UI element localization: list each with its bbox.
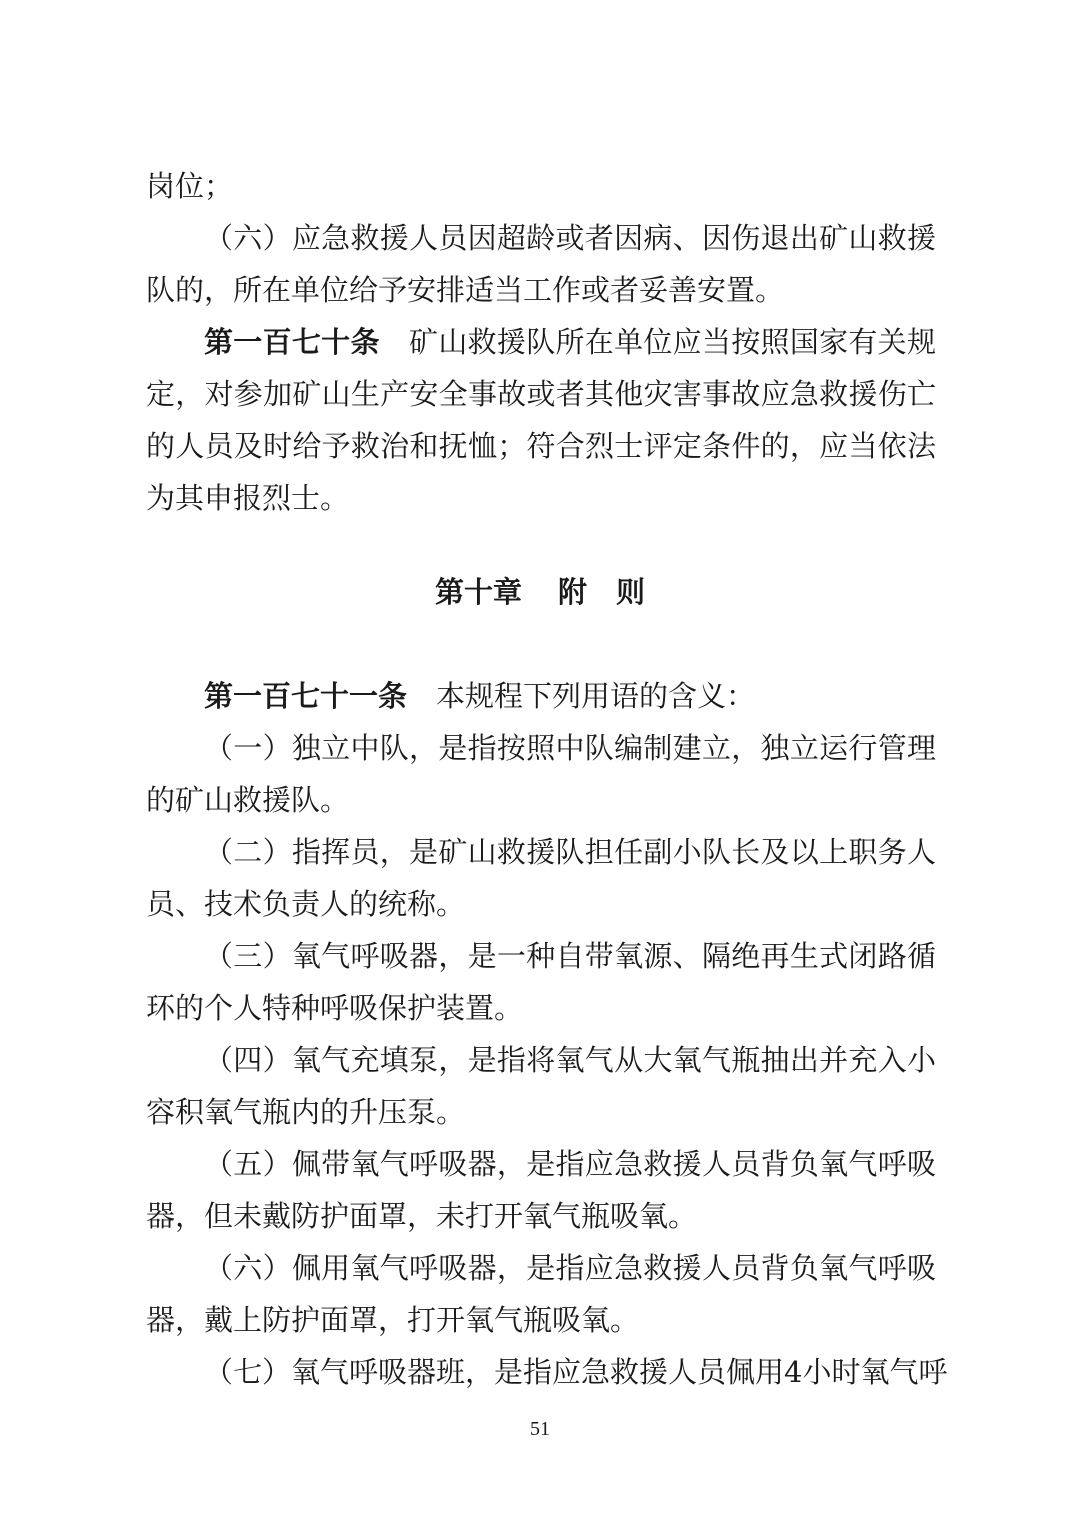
text-line: （三）氧气呼吸器，是一种自带氧源、隔绝再生式闭路循 [204, 939, 936, 973]
text-line: 岗位； [146, 169, 234, 203]
text-line: 环的个人特种呼吸保护装置。 [146, 991, 524, 1025]
text-line: （二）指挥员，是矿山救援队担任副小队长及以上职务人 [204, 835, 936, 869]
text-line: （六）佩用氧气呼吸器，是指应急救援人员背负氧气呼吸 [204, 1251, 936, 1285]
chapter-number: 第十章 [434, 575, 522, 609]
article-170-first-line [204, 322, 936, 362]
article-heading: 第一百七十一条 [204, 679, 408, 713]
text-line: 定，对参加矿山生产安全事故或者其他灾害事故应急救援伤亡 [146, 377, 936, 411]
chapter-title [0, 572, 1080, 612]
chapter-name: 附 则 [558, 575, 646, 609]
text-line: （一）独立中队，是指按照中队编制建立，独立运行管理 [204, 731, 936, 765]
text-line: 队的，所在单位给予安排适当工作或者妥善安置。 [146, 273, 785, 307]
text-line: （七）氧气呼吸器班，是指应急救援人员佩用4小时氧气呼 [204, 1355, 948, 1389]
text-line: 矿山救援队所在单位应当按照国家有关规 [409, 325, 936, 359]
text-line: 器，戴上防护面罩，打开氧气瓶吸氧。 [146, 1303, 640, 1337]
text-line: （六）应急救援人员因超龄或者因病、因伤退出矿山救援 [204, 221, 936, 255]
article-heading: 第一百七十条 [204, 325, 380, 359]
text-line: （五）佩带氧气呼吸器，是指应急救援人员背负氧气呼吸 [204, 1147, 936, 1181]
text-line: 为其申报烈士。 [146, 481, 350, 515]
text-line: 的矿山救援队。 [146, 783, 350, 817]
text-line: 本规程下列用语的含义： [436, 679, 756, 713]
page-number: 51 [530, 1418, 550, 1440]
text-line: （四）氧气充填泵，是指将氧气从大氧气瓶抽出并充入小 [204, 1043, 936, 1077]
text-line: 器，但未戴防护面罩，未打开氧气瓶吸氧。 [146, 1199, 698, 1233]
text-line: 员、技术负责人的统称。 [146, 887, 466, 921]
text-line: 容积氧气瓶内的升压泵。 [146, 1095, 466, 1129]
article-171-first-line [204, 676, 936, 716]
text-line: 的人员及时给予救治和抚恤；符合烈士评定条件的，应当依法 [146, 429, 936, 463]
